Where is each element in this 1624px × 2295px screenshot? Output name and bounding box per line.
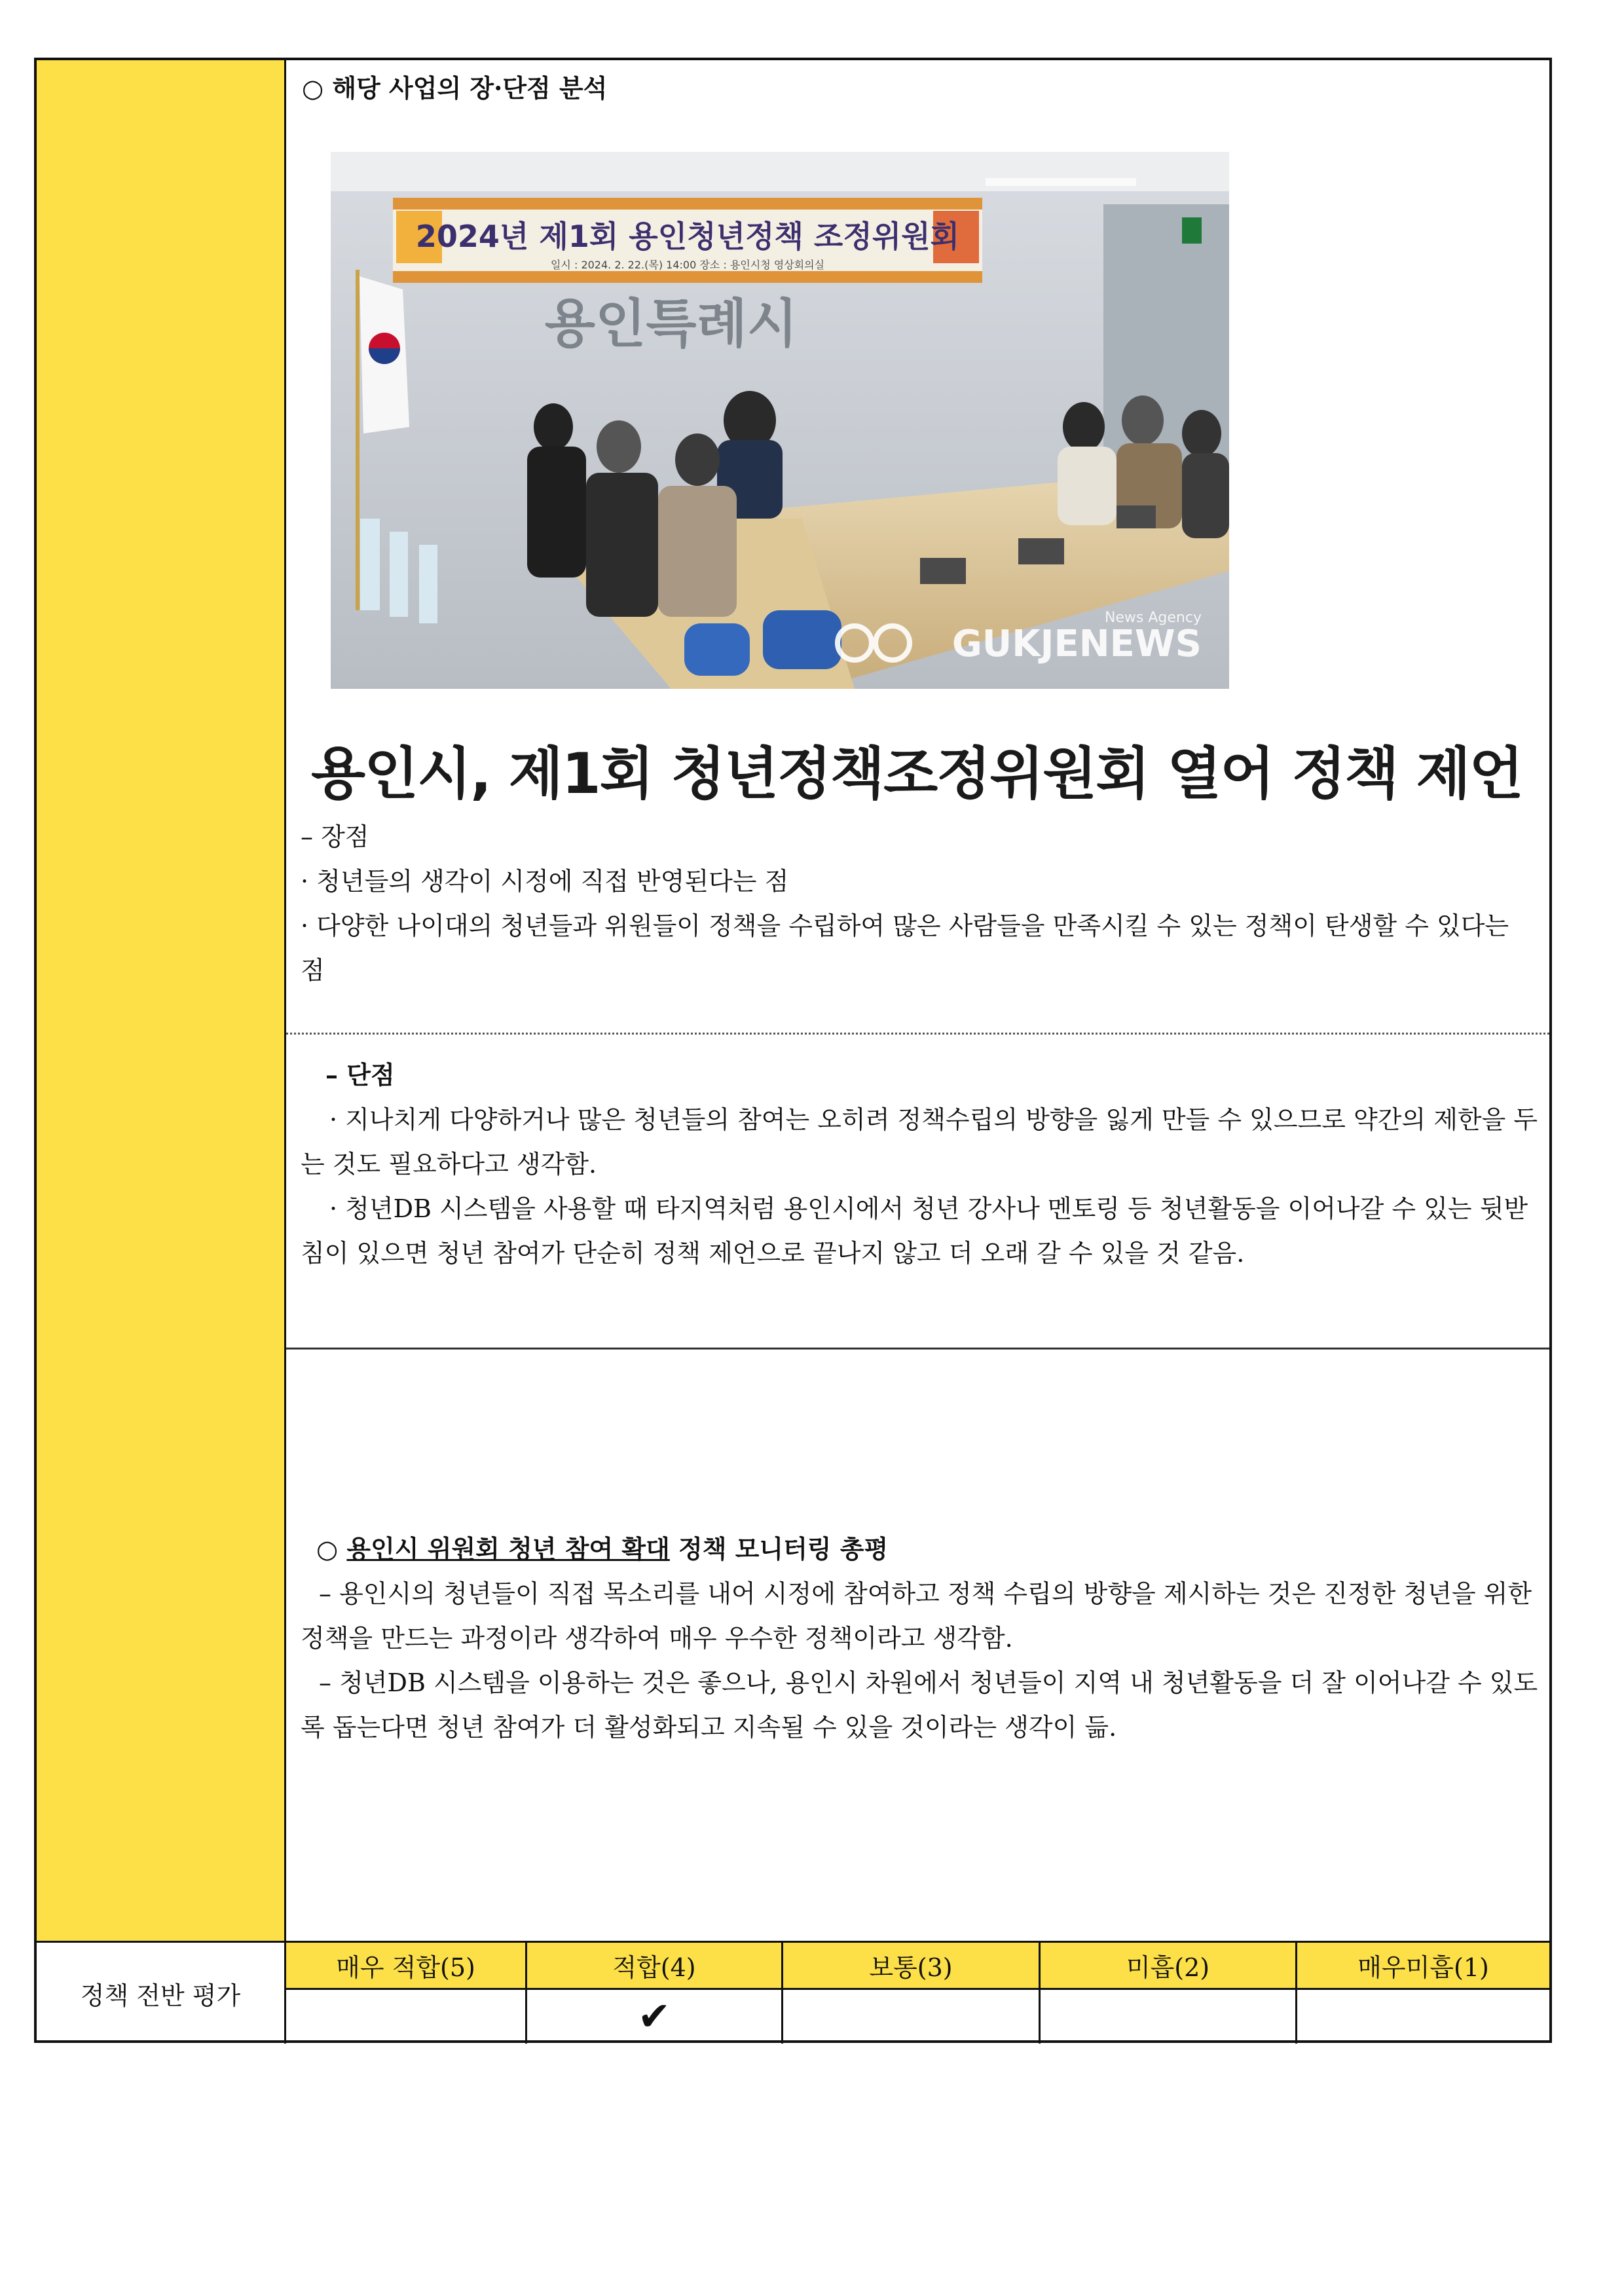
evaluation-table [286, 1943, 1549, 2044]
eval-cell-2[interactable] [1041, 1990, 1297, 2044]
evaluation-header-row [286, 1943, 1549, 1990]
eval-option-2: 미흡(2) [1041, 1943, 1297, 1988]
summary-section [301, 1527, 1545, 1750]
evaluation-value-row [286, 1990, 1549, 2044]
watermark-sub: News Agency [1104, 610, 1202, 626]
wall-text: 용인특례시 [544, 293, 798, 354]
eval-cell-4[interactable] [527, 1990, 783, 2044]
eval-option-1: 매우미흡(1) [1357, 1953, 1489, 1982]
news-headline: 용인시, 제1회 청년정책조정위원회 열어 정책 제언 [311, 741, 1522, 807]
cons-item: · 청년DB 시스템을 사용할 때 타지역처럼 용인시에서 청년 강사나 멘토링 등 청년활동을 이어나갈 수 있는 뒷받침이 있으면 청년 참여가 단순히 정책 제언으로 끝나지 않고 더 오래 갈 수 있을 것 같음. [301, 1194, 1528, 1268]
section-divider [286, 1348, 1549, 1349]
eval-option-4: 적합(4) [527, 1943, 783, 1988]
pros-item: · 다양한 나이대의 청년들과 위원들이 정책을 수립하여 많은 사람들을 만족시킬 수 있는 정책이 탄생할 수 있다는 점 [301, 911, 1509, 985]
banner-title: 2024년 제1회 용인청년정책 조정위원회 [415, 219, 960, 254]
dotted-divider [286, 1033, 1549, 1035]
eval-cell-1[interactable] [1297, 1990, 1549, 2044]
section-title: ○ 해당 사업의 장·단점 분석 [302, 73, 608, 103]
eval-option-5: 매우 적합(5) [286, 1943, 527, 1988]
cons-heading: – 단점 [325, 1060, 395, 1090]
banner-subtitle: 일시 : 2024. 2. 22.(목) 14:00 장소 : 용인시청 영상회의실 [550, 259, 825, 271]
cons-item: · 지나치게 다양하거나 많은 청년들의 참여는 오히려 정책수립의 방향을 잃게 만들 수 있으므로 약간의 제한을 두는 것도 필요하다고 생각함. [301, 1105, 1538, 1179]
document-frame [34, 58, 1552, 2043]
content-cell [286, 60, 1549, 1941]
eval-cell-5[interactable] [286, 1990, 527, 2044]
summary-heading-rest: 정책 모니터링 총평 [669, 1534, 889, 1564]
summary-heading [301, 1527, 1545, 1571]
pros-heading: – 장점 [301, 822, 369, 851]
summary-heading-prefix: ○ [316, 1534, 347, 1564]
eval-option-3: 보통(3) [783, 1943, 1041, 1988]
evaluation-row [37, 1941, 1549, 2046]
left-label-column [37, 60, 286, 1941]
summary-item: – 청년DB 시스템을 이용하는 것은 좋으나, 용인시 차원에서 청년들이 지역 내 청년활동을 더 잘 이어나갈 수 있도록 돕는다면 청년 참여가 더 활성화되고 지속될 수 있을 것이라는 생각이 듦. [301, 1668, 1538, 1742]
summary-item: – 용인시의 청년들이 직접 목소리를 내어 시정에 참여하고 정책 수립의 방향을 제시하는 것은 진정한 청년을 위한 정책을 만드는 과정이라 생각하여 매우 우수한 정책이라고 생각함. [301, 1579, 1532, 1653]
check-mark-icon: ✔ [637, 1994, 671, 2040]
cons-section [301, 1053, 1545, 1276]
summary-heading-underlined: 용인시 위원회 청년 참여 확대 [346, 1534, 670, 1564]
eval-cell-3[interactable] [783, 1990, 1041, 2044]
watermark: GUKJENEWS [951, 623, 1202, 665]
pros-item: · 청년들의 생각이 시정에 직접 반영된다는 점 [301, 867, 789, 896]
pros-section [301, 815, 1532, 993]
evaluation-label: 정책 전반 평가 [37, 1943, 286, 2044]
news-photo [331, 152, 1229, 689]
